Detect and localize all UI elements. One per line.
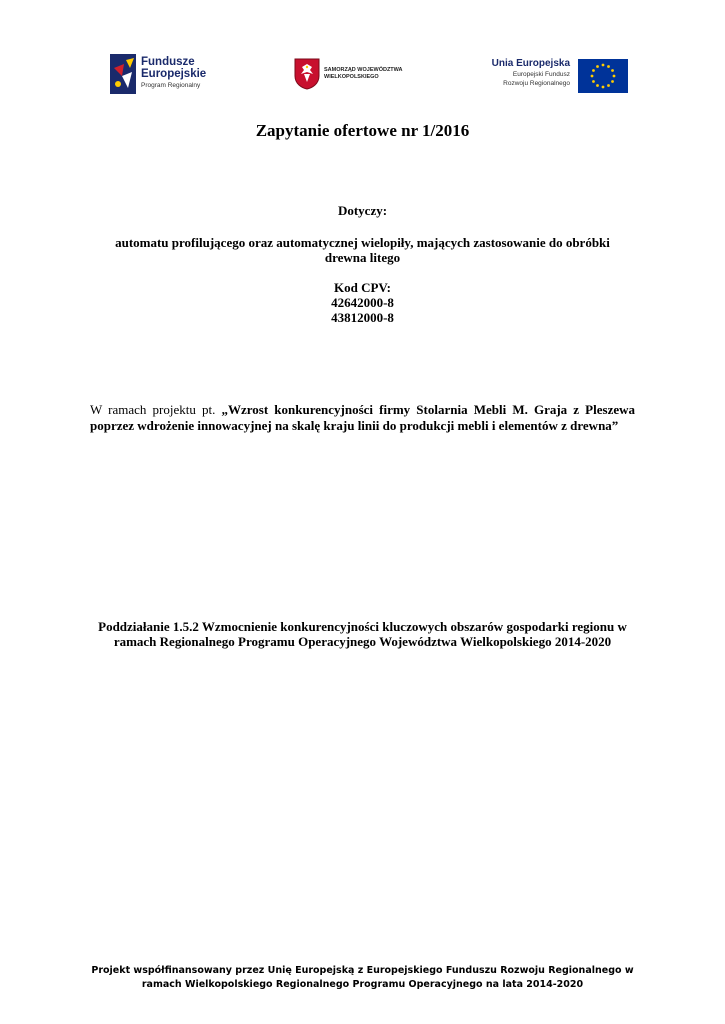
cpv-label: Kod CPV: [334,280,391,295]
footer-line2: ramach Wielkopolskiego Regionalnego Programu Operacyjnego na lata 2014-2020 [141,979,584,990]
ue-logo-line2: Europejski Fundusz [512,71,570,78]
eu-star-icon [613,75,616,78]
unia-europejska-logo [484,58,629,94]
eu-star-icon [611,69,614,72]
cpv-code-2: 43812000-8 [331,310,394,325]
eu-star-icon [596,65,599,68]
dotyczy-line1: automatu profilującego oraz automatycznej wielopiły, mających zastosowanie do obróbki [115,235,610,250]
dotyczy-label: Dotyczy: [337,203,388,218]
fe-logo-line2: Europejskie [141,68,207,80]
eu-star-icon [607,65,610,68]
eu-star-icon [596,84,599,87]
eu-flag-icon [578,59,628,93]
page-footer [60,964,665,992]
poddzialanie-line2: ramach Regionalnego Programu Operacyjnego Województwa Wielkopolskiego 2014-2020 [113,634,612,649]
fundusze-europejskie-logo [110,54,220,96]
eu-star-icon [602,64,605,67]
poddzialanie-line1: Poddziałanie 1.5.2 Wzmocnienie konkurencyjności kluczowych obszarów gospodarki regionu w [98,619,627,634]
document-title: Zapytanie ofertowe nr 1/2016 [255,121,470,140]
eu-star-icon [591,75,594,78]
dotyczy-line2: drewna litego [324,250,401,265]
project-paragraph [90,402,635,434]
poddzialanie-block [90,619,635,649]
fundusze-europejskie-icon [110,54,136,94]
eu-star-icon [602,86,605,89]
dotyczy-subject [90,235,635,265]
sw-logo-line1: SAMORZĄD WOJEWÓDZTWA [324,67,403,73]
fe-logo-line3: Program Regionalny [141,82,201,89]
cpv-block [90,280,635,325]
project-name: „Wzrost konkurencyjności firmy Stolarnia Mebli M. Graja z Pleszewa poprzez wdrożenie innowacyjnej na skalę kraju linii do produkcji mebli i elementów z drewna” [90,402,635,433]
sw-logo-line2: WIELKOPOLSKIEGO [324,74,379,80]
samorzad-wojewodztwa-logo [294,58,424,94]
coat-of-arms-icon [294,58,320,90]
eu-star-icon [592,80,595,83]
eu-star-icon [611,80,614,83]
logo-bar [0,52,725,98]
eu-star-icon [592,69,595,72]
project-intro: W ramach projektu pt. [90,402,222,417]
fe-logo-line1: Fundusze [141,56,195,68]
ue-logo-line3: Rozwoju Regionalnego [503,80,570,87]
footer-line1: Projekt współfinansowany przez Unię Europejską z Europejskiego Funduszu Rozwoju Regionalnego w [91,965,634,976]
ue-logo-line1: Unia Europejska [491,58,570,69]
eu-star-icon [607,84,610,87]
cpv-code-1: 42642000-8 [331,295,394,310]
